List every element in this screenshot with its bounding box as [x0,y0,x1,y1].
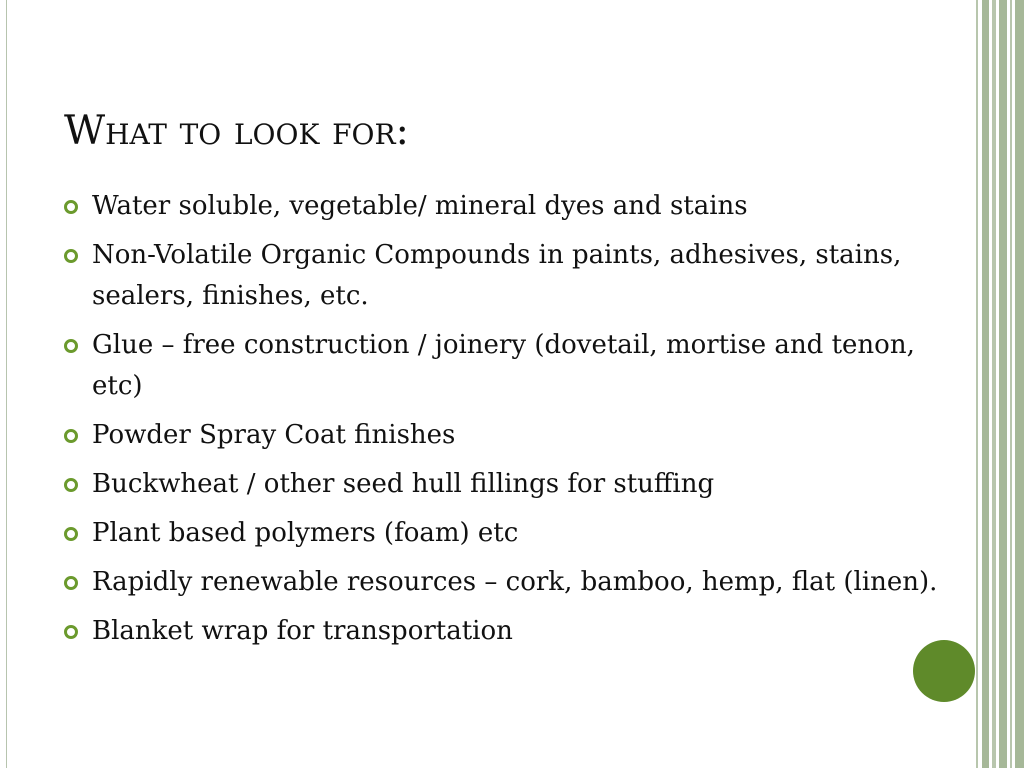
circle-bullet-icon [64,200,78,214]
circle-bullet-icon [64,429,78,443]
bullet-item [64,611,944,652]
right-decor-stripe [1015,0,1024,768]
bullet-item [64,186,944,227]
circle-bullet-icon [64,625,78,639]
bullet-text: Buckwheat / other seed hull fillings for stuffing [92,469,715,499]
bullet-item [64,415,944,456]
right-decor-stripe [982,0,989,768]
bullet-item [64,464,944,505]
bullet-text: Powder Spray Coat finishes [92,420,456,450]
bullet-item [64,562,944,603]
bullet-text: Rapidly renewable resources – cork, bamboo, hemp, flat (linen). [92,567,938,597]
circle-bullet-icon [64,249,78,263]
bullet-text: Glue – free construction / joinery (dovetail, mortise and tenon, etc) [92,330,915,401]
right-decor-stripe [992,0,996,768]
circle-bullet-icon [64,339,78,353]
bullet-list [64,186,944,660]
bullet-text: Blanket wrap for transportation [92,616,513,646]
circle-bullet-icon [64,527,78,541]
right-decor-stripe [976,0,978,768]
left-border-line [6,0,7,768]
circle-bullet-icon [64,576,78,590]
right-decor-stripe [999,0,1007,768]
circle-bullet-icon [64,478,78,492]
bullet-item [64,235,944,317]
bullet-text: Non-Volatile Organic Compounds in paints, adhesives, stains, sealers, finishes, etc. [92,240,902,311]
bullet-text: Water soluble, vegetable/ mineral dyes and stains [92,191,748,221]
bullet-text: Plant based polymers (foam) etc [92,518,519,548]
bullet-item [64,325,944,407]
slide-title: What to look for: [64,108,410,154]
bullet-item [64,513,944,554]
right-decor-stripe [1010,0,1012,768]
